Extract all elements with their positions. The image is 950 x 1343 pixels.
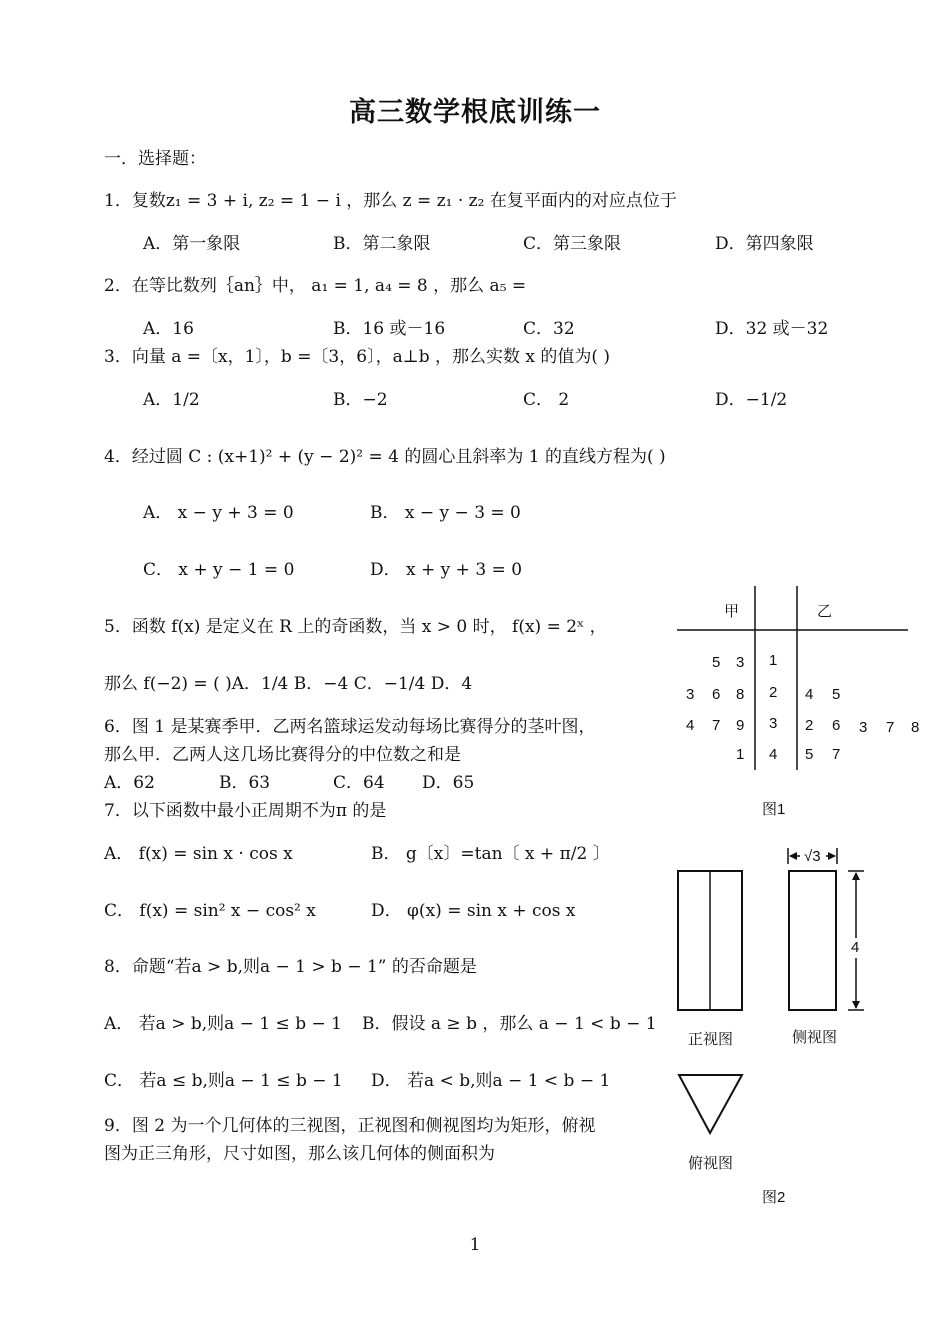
leaf-right: 4 <box>805 686 814 703</box>
question-9-line1: 9．图 2 为一个几何体的三视图，正视图和侧视图均为矩形，俯视 <box>104 1116 596 1136</box>
leaf-right: 5 <box>805 746 814 763</box>
q2-option-b: B．16 或－16 <box>333 319 446 339</box>
stem-value: 3 <box>769 715 778 732</box>
page-number: 1 <box>469 1235 481 1255</box>
q4-option-a: A． x − y + 3 = 0 <box>143 503 294 523</box>
q3-option-a: A．1/2 <box>143 390 200 410</box>
section-heading: 一．选择题： <box>104 149 206 169</box>
leaf-left: 6 <box>712 686 721 703</box>
side-view-label: 侧视图 <box>792 1029 838 1046</box>
leaf-right: 5 <box>832 686 841 703</box>
leaf-left: 5 <box>712 654 721 671</box>
figure-1-head-right: 乙 <box>817 603 833 620</box>
q3-option-b: B．−2 <box>333 390 388 410</box>
top-view-label: 俯视图 <box>688 1155 734 1172</box>
q8-option-a: A． 若a > b,则a − 1 ≤ b − 1 <box>104 1014 342 1034</box>
q1-option-b: B．第二象限 <box>333 234 431 254</box>
q7-option-a: A． f(x) = sin x · cos x <box>104 844 293 864</box>
q1-option-a: A．第一象限 <box>143 234 241 254</box>
q8-option-c: C． 若a ≤ b,则a − 1 ≤ b − 1 <box>104 1071 343 1091</box>
question-1-stem: 1．复数z₁ = 3 + i, z₂ = 1 − i ，那么 z = z₁ · z₂ 在复平面内的对应点位于 <box>104 191 677 211</box>
question-6-line1: 6．图 1 是某赛季甲．乙两名篮球运发动每场比赛得分的茎叶图， <box>104 717 596 737</box>
page-title: 高三数学根底训练一 <box>349 97 601 128</box>
q3-option-c: C． 2 <box>523 390 570 410</box>
stem-value: 4 <box>769 746 778 763</box>
leaf-left: 7 <box>712 717 721 734</box>
figure-2-caption: 图2 <box>762 1189 786 1206</box>
front-view-label: 正视图 <box>688 1031 734 1048</box>
leaf-left: 3 <box>736 654 745 671</box>
q6-option-b: B．63 <box>219 773 271 793</box>
leaf-right: 6 <box>832 717 841 734</box>
q2-option-a: A．16 <box>143 319 194 339</box>
question-7-stem: 7．以下函数中最小正周期不为π 的是 <box>104 801 387 821</box>
stem-value: 1 <box>769 652 778 669</box>
leaf-left: 4 <box>686 717 695 734</box>
leaf-right: 7 <box>832 746 841 763</box>
leaf-right: 8 <box>911 719 920 736</box>
question-5-stem: 5．函数 f(x) 是定义在 R 上的奇函数，当 x > 0 时， f(x) = 2ˣ ， <box>104 617 607 637</box>
q6-option-d: D．65 <box>422 773 475 793</box>
leaf-left: 1 <box>736 746 745 763</box>
stem-value: 2 <box>769 684 778 701</box>
q1-option-c: C．第三象限 <box>523 234 622 254</box>
q4-option-b: B． x − y − 3 = 0 <box>370 503 521 523</box>
q4-option-d: D． x + y + 3 = 0 <box>370 560 523 580</box>
question-6-line2: 那么甲．乙两人这几场比赛得分的中位数之和是 <box>104 745 461 765</box>
question-3-stem: 3．向量 a =〔x，1〕，b =〔3，6〕，a⊥b ，那么实数 x 的值为( ) <box>104 347 611 367</box>
leaf-left: 9 <box>736 717 745 734</box>
q7-option-b: B． g〔x〕=tan〔 x + π/2 〕 <box>371 844 610 864</box>
question-5-line2: 那么 f(−2) = ( )A．1/4 B．−4 C．−1/4 D．4 <box>104 674 473 694</box>
question-4-stem: 4．经过圆 C : (x+1)² + (y − 2)² = 4 的圆心且斜率为 1 的直线方程为( ) <box>104 447 666 467</box>
q7-option-c: C． f(x) = sin² x − cos² x <box>104 901 316 921</box>
q7-option-d: D． φ(x) = sin x + cos x <box>371 901 576 921</box>
q6-option-a: A．62 <box>104 773 155 793</box>
question-2-stem: 2．在等比数列｛an｝中， a₁ = 1, a₄ = 8 ，那么 a₅ = <box>104 276 527 296</box>
q8-option-d: D． 若a < b,则a − 1 < b − 1 <box>371 1071 611 1091</box>
figure-1-caption: 图1 <box>762 801 786 818</box>
figure-1-head-left: 甲 <box>724 603 740 620</box>
question-9-line2: 图为正三角形，尺寸如图，那么该几何体的侧面积为 <box>104 1144 495 1164</box>
leaf-right: 2 <box>805 717 814 734</box>
q1-option-d: D．第四象限 <box>715 234 814 254</box>
q2-option-c: C．32 <box>523 319 575 339</box>
leaf-left: 3 <box>686 686 695 703</box>
q2-option-d: D．32 或－32 <box>715 319 829 339</box>
q3-option-d: D．−1/2 <box>715 390 788 410</box>
height-dimension-label: 4 <box>851 939 860 956</box>
q4-option-c: C． x + y − 1 = 0 <box>143 560 295 580</box>
question-8-stem: 8．命题“若a > b,则a − 1 > b − 1” 的否命题是 <box>104 957 477 977</box>
q8-option-b: B．假设 a ≥ b ，那么 a − 1 < b − 1 <box>362 1014 657 1034</box>
leaf-right: 3 <box>859 719 868 736</box>
width-dimension-label: √3 <box>804 848 821 865</box>
leaf-left: 8 <box>736 686 745 703</box>
leaf-right: 7 <box>886 719 895 736</box>
q6-option-c: C．64 <box>333 773 385 793</box>
